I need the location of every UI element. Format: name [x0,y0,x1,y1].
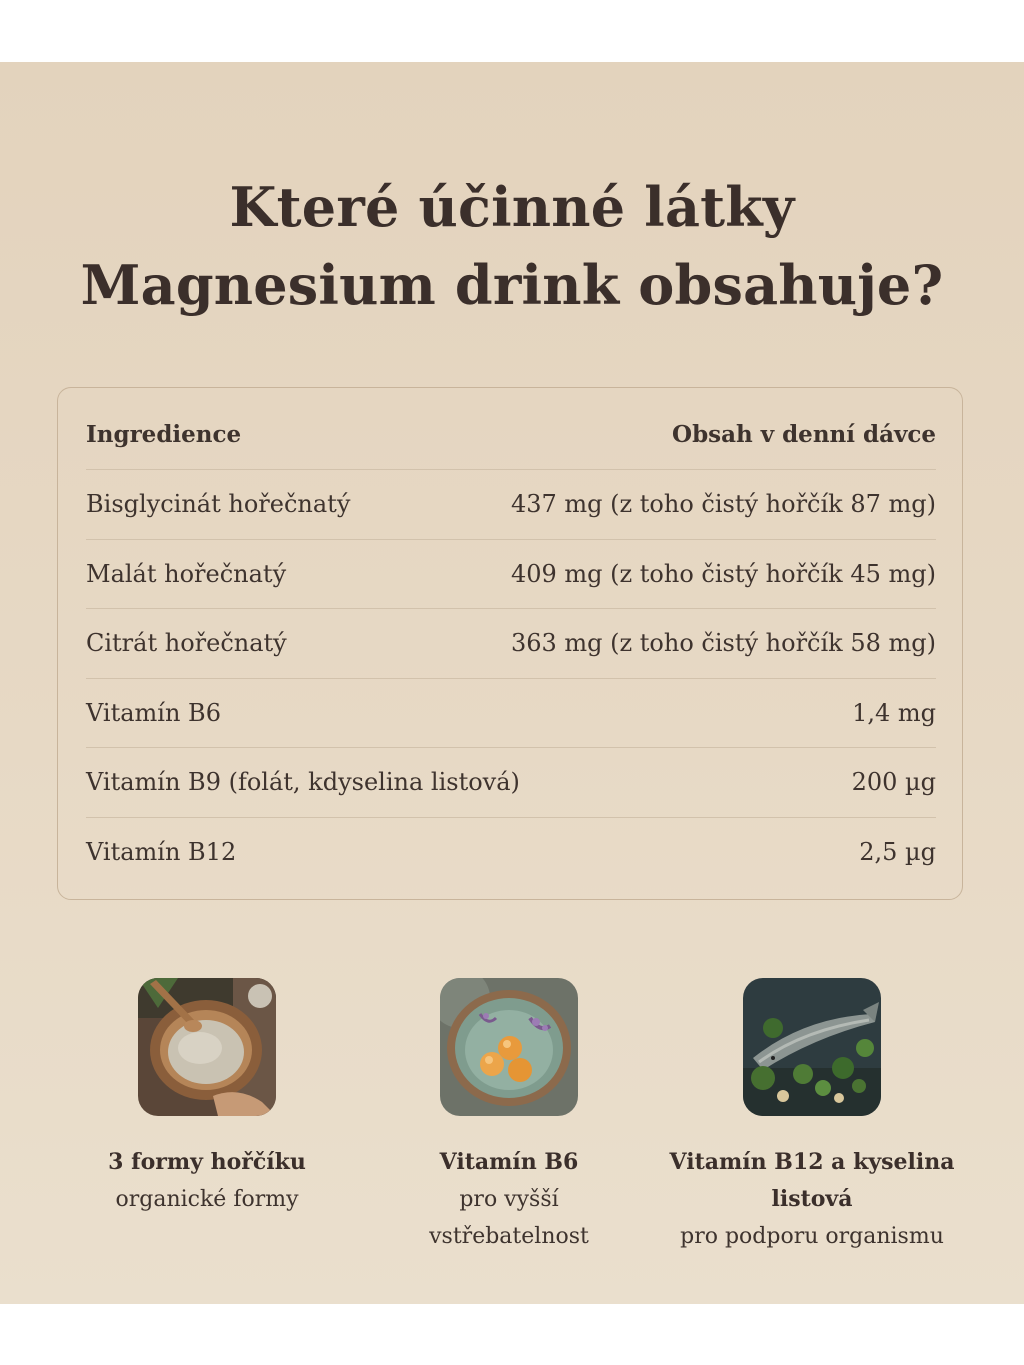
header-amount: Obsah v denní dávce [672,421,936,448]
feature-subtitle-line-1: pro vyšší [459,1187,559,1212]
ingredient-amount: 437 mg (z toho čistý hořčík 87 mg) [510,490,936,518]
feature-title-line-1: Vitamín B12 a kyselina [669,1149,955,1175]
ingredient-amount: 363 mg (z toho čistý hořčík 58 mg) [510,629,936,657]
ingredient-amount: 1,4 mg [852,699,936,727]
table-row [86,817,936,886]
title-line-1: Které účinné látky [229,175,795,239]
header-ingredient: Ingredience [86,421,242,448]
ingredient-name: Malát hořečnatý [86,560,287,588]
feature-subtitle-line-2: vstřebatelnost [429,1224,589,1249]
table-row [86,608,936,677]
feature-subtitle: pro podporu organismu [680,1224,944,1249]
table-header-row [86,400,936,469]
ingredient-name: Bisglycinát hořečnatý [86,490,351,518]
table-row [86,678,936,747]
magnesium-powder-image [138,978,276,1116]
ingredient-amount: 2,5 µg [859,838,936,866]
ingredient-name: Vitamín B9 (folát, kdyselina listová) [86,768,520,796]
page-title [0,168,1024,324]
ingredient-amount: 409 mg (z toho čistý hořčík 45 mg) [510,560,936,588]
table-row [86,539,936,608]
feature-subtitle: organické formy [115,1187,299,1212]
feature-vitamin-b12 [662,978,962,1255]
feature-vitamin-b6 [359,978,659,1255]
feature-title: 3 formy hořčíku [108,1149,306,1175]
feature-title: Vitamín B6 [439,1149,579,1175]
ingredient-name: Vitamín B6 [86,699,221,727]
feature-title-line-2: listová [771,1186,853,1212]
ingredients-table [57,387,963,900]
fish-greens-image [743,978,881,1116]
egg-yolks-image [440,978,578,1116]
ingredient-name: Citrát hořečnatý [86,629,287,657]
table-row [86,747,936,816]
table-row [86,469,936,538]
feature-magnesium-forms [57,978,357,1218]
ingredient-name: Vitamín B12 [86,838,237,866]
title-line-2: Magnesium drink obsahuje? [80,253,944,317]
ingredient-amount: 200 µg [851,768,936,796]
